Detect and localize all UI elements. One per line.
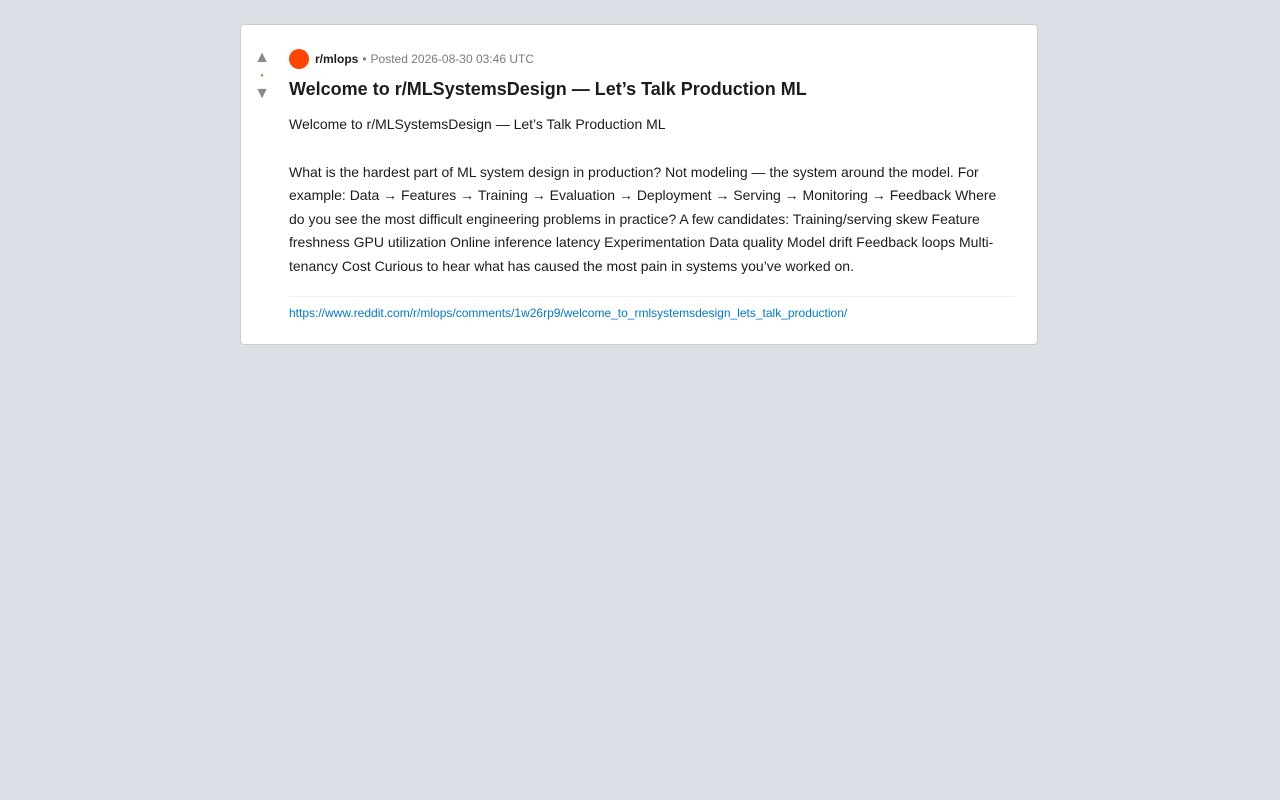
post-title[interactable]: Welcome to r/MLSystemsDesign — Let’s Talk Production ML (289, 79, 807, 99)
subreddit-avatar-icon[interactable] (289, 49, 309, 69)
vote-column (253, 49, 271, 103)
post-card (240, 24, 1038, 345)
post-link[interactable]: https://www.reddit.com/r/mlops/comments/1w26rp9/welcome_to_rmlsystemsdesign_lets_talk_production/ (289, 305, 848, 320)
subreddit-name[interactable]: r/mlops (315, 52, 359, 66)
post-meta (289, 49, 1015, 69)
upvote-arrow-icon[interactable]: ▲ (254, 49, 270, 66)
downvote-arrow-icon[interactable]: ▼ (254, 85, 270, 102)
post-timestamp: Posted 2026-08-30 03:46 UTC (370, 52, 534, 66)
post-body (289, 113, 1015, 279)
post-body-paragraph: What is the hardest part of ML system design in production? Not modeling — the system around the model. For example: Data → Features → Training → Evaluation → Deployment → Serving → Monitoring → Feedback Where do you see the most difficult engineering problems in practice? A few candidates: Training/serving skew Feature freshness GPU utilization Online inference latency Experimentation Data quality Model drift Feedback loops Multi-tenancy Cost Curious to hear what has caused the most pain in systems you’ve worked on. (289, 163, 997, 274)
meta-separator: • (362, 52, 367, 66)
post-body-paragraph: Welcome to r/MLSystemsDesign — Let’s Talk Production ML (289, 116, 666, 132)
divider (289, 296, 1015, 297)
post-content (289, 49, 1015, 320)
vote-score: • (260, 71, 264, 80)
